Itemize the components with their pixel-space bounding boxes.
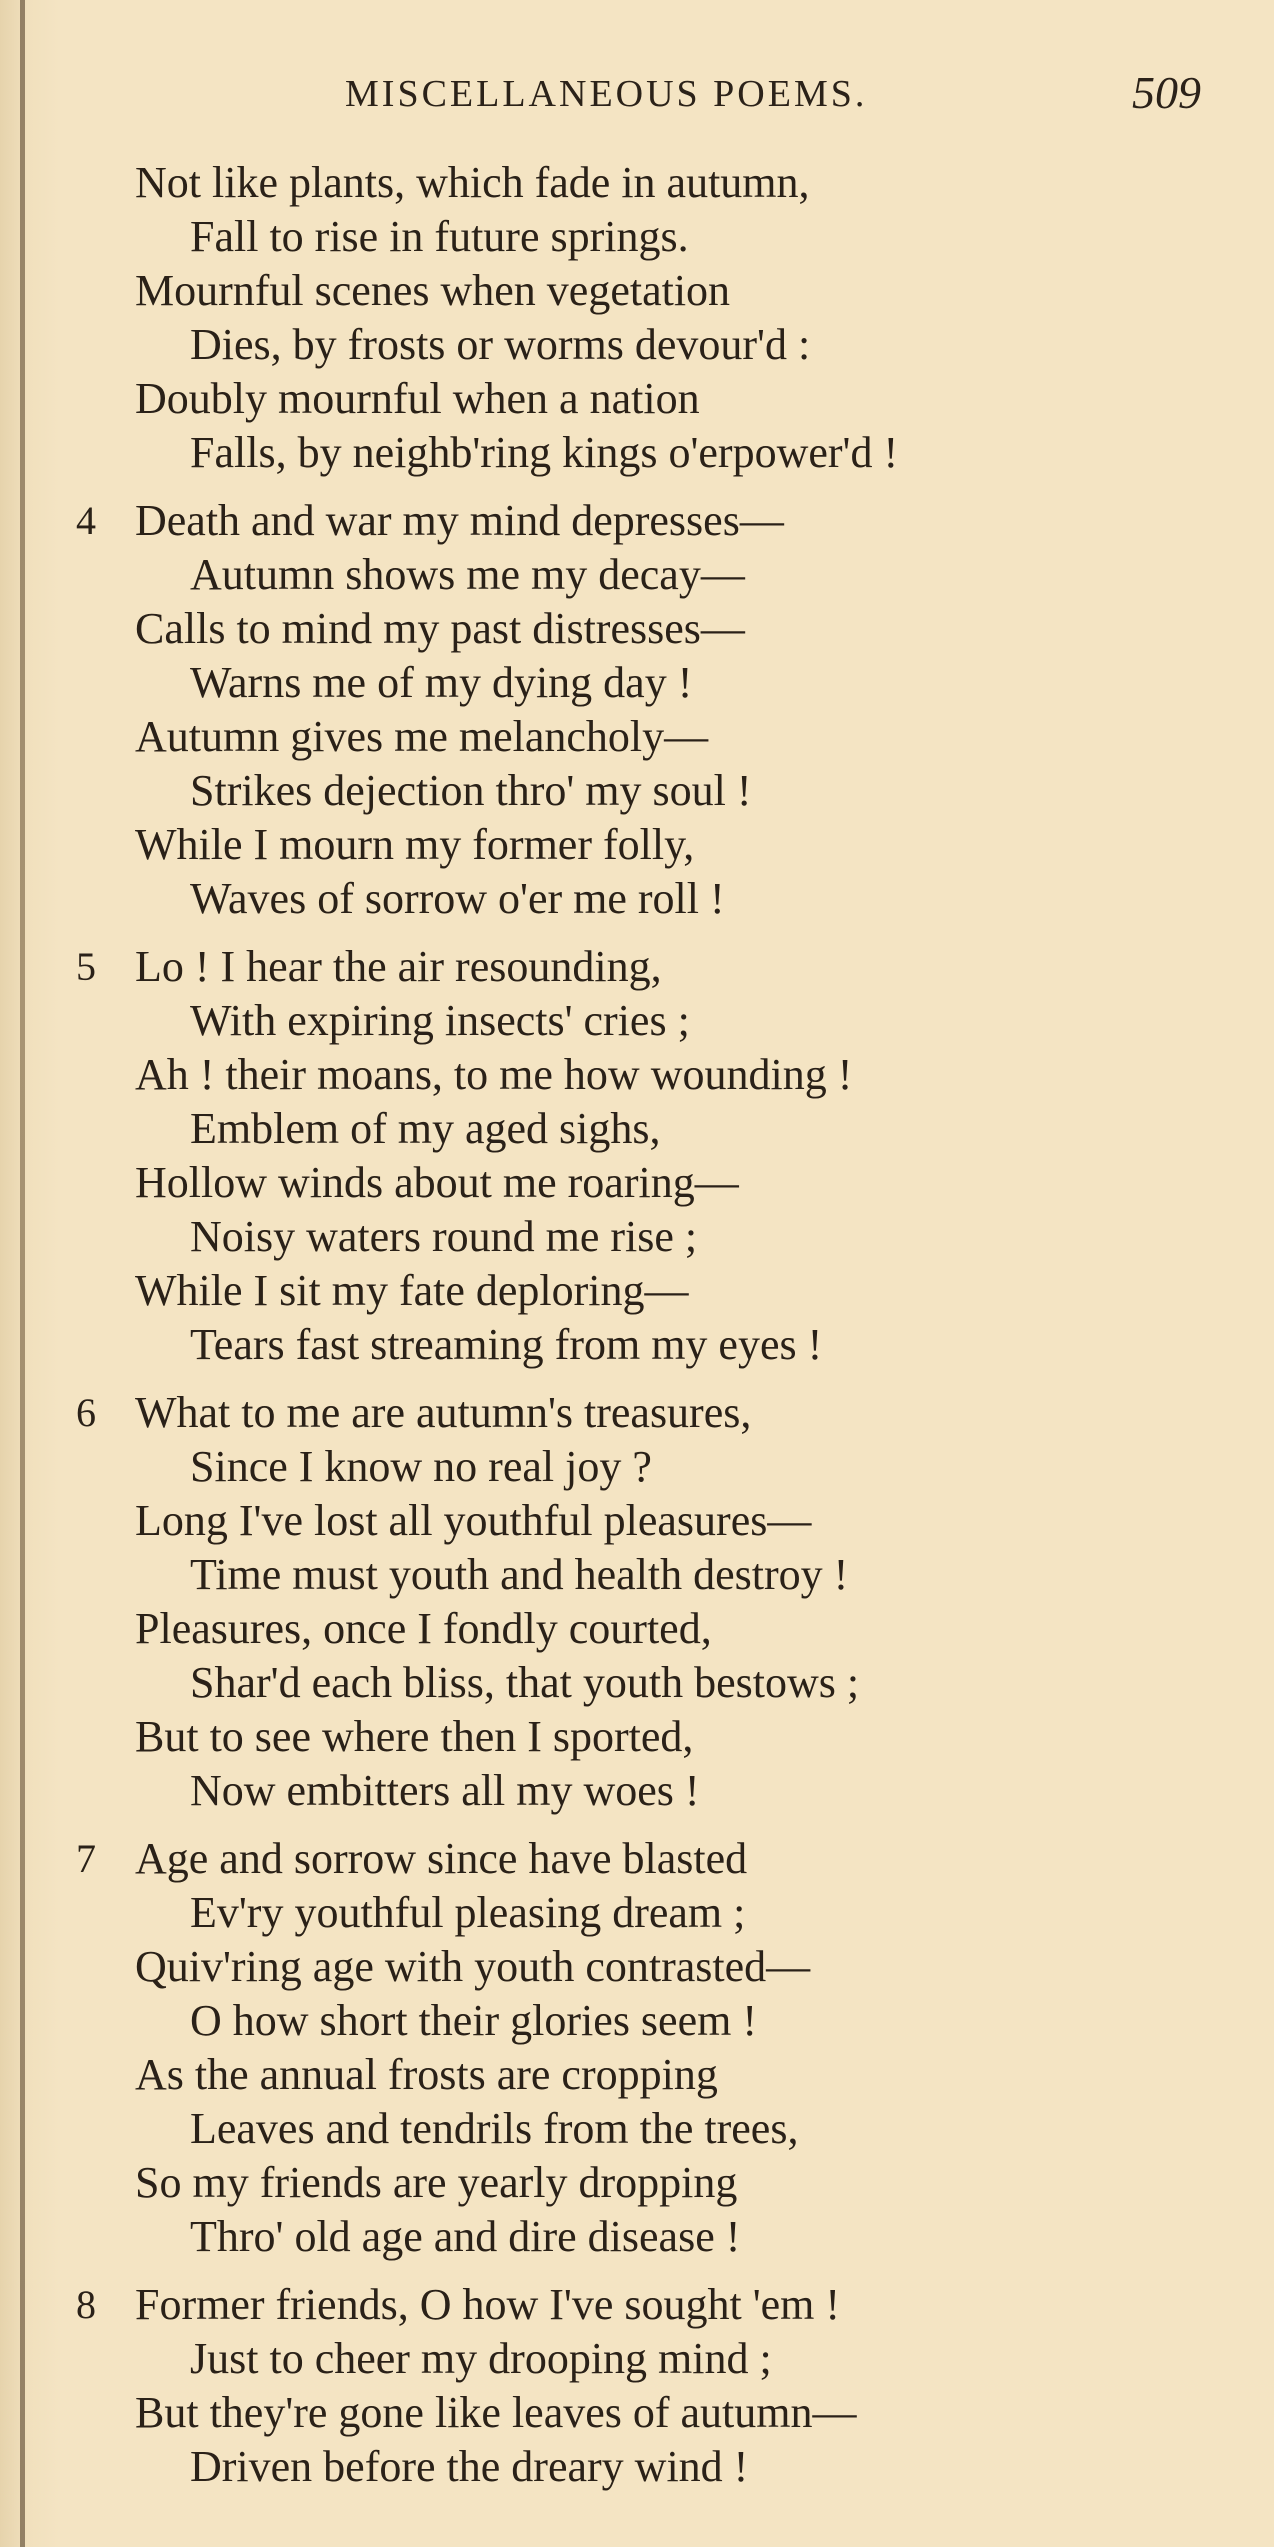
stanza-number: 4: [76, 498, 96, 543]
poem-line-text: What to me are autumn's treasures,: [135, 1388, 752, 1437]
stanza: [0, 2278, 1274, 2494]
poem-line: Hollow winds about me roaring—: [135, 1158, 739, 1207]
poem-line: Waves of sorrow o'er me roll !: [190, 874, 725, 923]
page-number: 509: [1132, 67, 1201, 118]
stanza-number: 8: [76, 2282, 96, 2327]
poem-line-text: Lo ! I hear the air resounding,: [135, 942, 662, 991]
poem-line: While I sit my fate deploring—: [135, 1266, 689, 1315]
stanza: [0, 1386, 1274, 1818]
poem-line: [0, 494, 1274, 548]
poem-line: So my friends are yearly dropping: [135, 2158, 738, 2207]
poem-line: Tears fast streaming from my eyes !: [190, 1320, 823, 1369]
poem-line: [0, 940, 1274, 994]
poem-line-text: Age and sorrow since have blasted: [135, 1834, 748, 1883]
poem-line: Autumn shows me my decay—: [190, 550, 745, 599]
poem-line: Just to cheer my drooping mind ;: [190, 2334, 772, 2383]
poem-line: With expiring insects' cries ;: [190, 996, 690, 1045]
poem-line: Since I know no real joy ?: [190, 1442, 652, 1491]
poem-line: Ah ! their moans, to me how wounding !: [135, 1050, 853, 1099]
poem-line: While I mourn my former folly,: [135, 820, 695, 869]
poem-line-text: Former friends, O how I've sought 'em !: [135, 2280, 841, 2329]
poem-line: Thro' old age and dire disease !: [190, 2212, 741, 2261]
poem-line: [0, 2278, 1274, 2332]
poem-line: Emblem of my aged sighs,: [190, 1104, 661, 1153]
poem-line: Strikes dejection thro' my soul !: [190, 766, 752, 815]
poem-line: Time must youth and health destroy !: [190, 1550, 849, 1599]
poem-line: Dies, by frosts or worms devour'd :: [190, 320, 811, 369]
poem-line: Not like plants, which fade in autumn,: [135, 158, 810, 207]
stanza-number: 5: [76, 944, 96, 989]
poem-line: Pleasures, once I fondly courted,: [135, 1604, 712, 1653]
poem-line: Warns me of my dying day !: [190, 658, 693, 707]
poem-line: [0, 1386, 1274, 1440]
poem-line: Now embitters all my woes !: [190, 1766, 700, 1815]
poem-line: But to see where then I sported,: [135, 1712, 694, 1761]
poem-line: Noisy waters round me rise ;: [190, 1212, 698, 1261]
poem-line: Shar'd each bliss, that youth bestows ;: [190, 1658, 860, 1707]
stanza: [0, 1832, 1274, 2264]
stanza-number: 6: [76, 1390, 96, 1435]
stanza: [0, 156, 1274, 480]
poem-line: Quiv'ring age with youth contrasted—: [135, 1942, 811, 1991]
stanza-number: 7: [76, 1836, 96, 1881]
poem-body: [0, 156, 1274, 2508]
poem-line: Falls, by neighb'ring kings o'erpower'd !: [190, 428, 899, 477]
poem-line: As the annual frosts are cropping: [135, 2050, 718, 2099]
poem-line: But they're gone like leaves of autumn—: [135, 2388, 857, 2437]
poem-line: Ev'ry youthful pleasing dream ;: [190, 1888, 746, 1937]
poem-line: Long I've lost all youthful pleasures—: [135, 1496, 812, 1545]
running-head: MISCELLANEOUS POEMS.: [345, 73, 868, 115]
poem-line: O how short their glories seem !: [190, 1996, 757, 2045]
poem-line: Fall to rise in future springs.: [190, 212, 689, 261]
poem-line: [0, 1832, 1274, 1886]
stanza: [0, 494, 1274, 926]
poem-line: Calls to mind my past distresses—: [135, 604, 745, 653]
poem-line: Autumn gives me melancholy—: [135, 712, 709, 761]
stanza: [0, 940, 1274, 1372]
poem-line: Doubly mournful when a nation: [135, 374, 700, 423]
poem-line-text: Death and war my mind depresses—: [135, 496, 784, 545]
poem-line: Mournful scenes when vegetation: [135, 266, 731, 315]
poem-line: Leaves and tendrils from the trees,: [190, 2104, 799, 2153]
poem-line: Driven before the dreary wind !: [190, 2442, 749, 2491]
